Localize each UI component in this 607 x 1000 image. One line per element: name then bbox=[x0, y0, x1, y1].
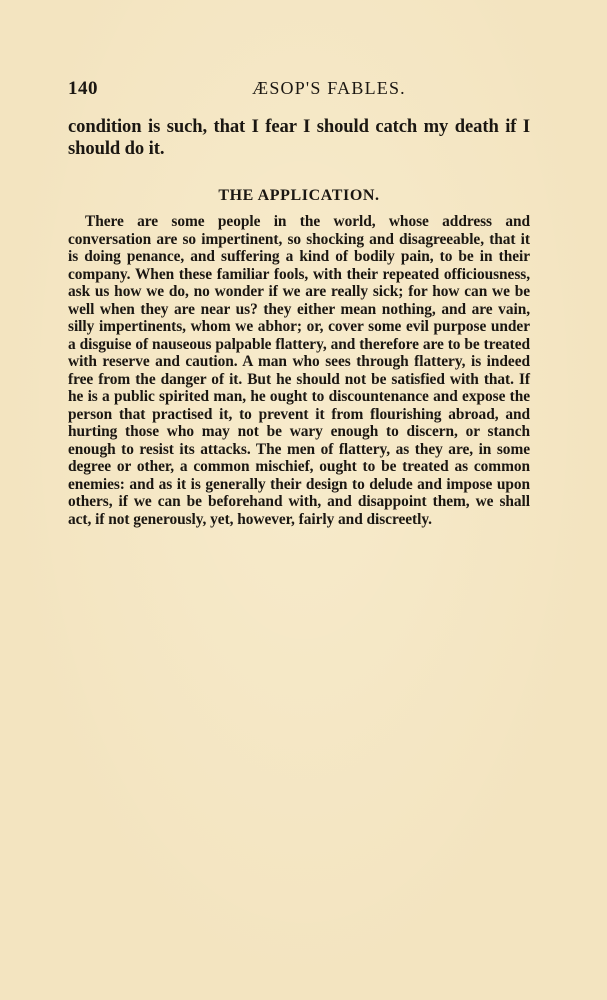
application-paragraph: There are some people in the world, whose address and conversation are so impertinent, so shocking and disagreeable, that it is doing penance, and suffering a kind of bodily pain, to be in their company. When these familiar fools, with their repeated officiousness, ask us how we do, no wonder if we are really sick; for how can we be well when they are near us? they either mean nothing, and are vain, silly impertinents, whom we abhor; or, cover some evil purpose under a disguise of nauseous palpable flattery, and therefore are to be treated with reserve and caution. A man who sees through flattery, is indeed free from the danger of it. But he should not be satisfied with that. If he is a public spirited man, he ought to discountenance and expose the person that practised it, to prevent it from flourishing abroad, and hurting those who may not be wary enough to discern, or stanch enough to resist its attacks. The men of flattery, as they are, in some degree or other, a common mischief, ought to be treated as common enemies: and as it is generally their design to delude and impose upon others, if we can be beforehand with, and disappoint them, we shall act, if not generously, yet, however, fairly and discreetly. bbox=[68, 213, 530, 528]
page-number: 140 bbox=[68, 78, 98, 99]
fable-closing-text: condition is such, that I fear I should catch my death if I should do it. bbox=[68, 116, 530, 159]
running-head bbox=[68, 78, 538, 102]
running-title: ÆSOP'S FABLES. bbox=[252, 78, 406, 98]
page-body bbox=[68, 116, 530, 528]
application-heading: THE APPLICATION. bbox=[218, 187, 380, 204]
